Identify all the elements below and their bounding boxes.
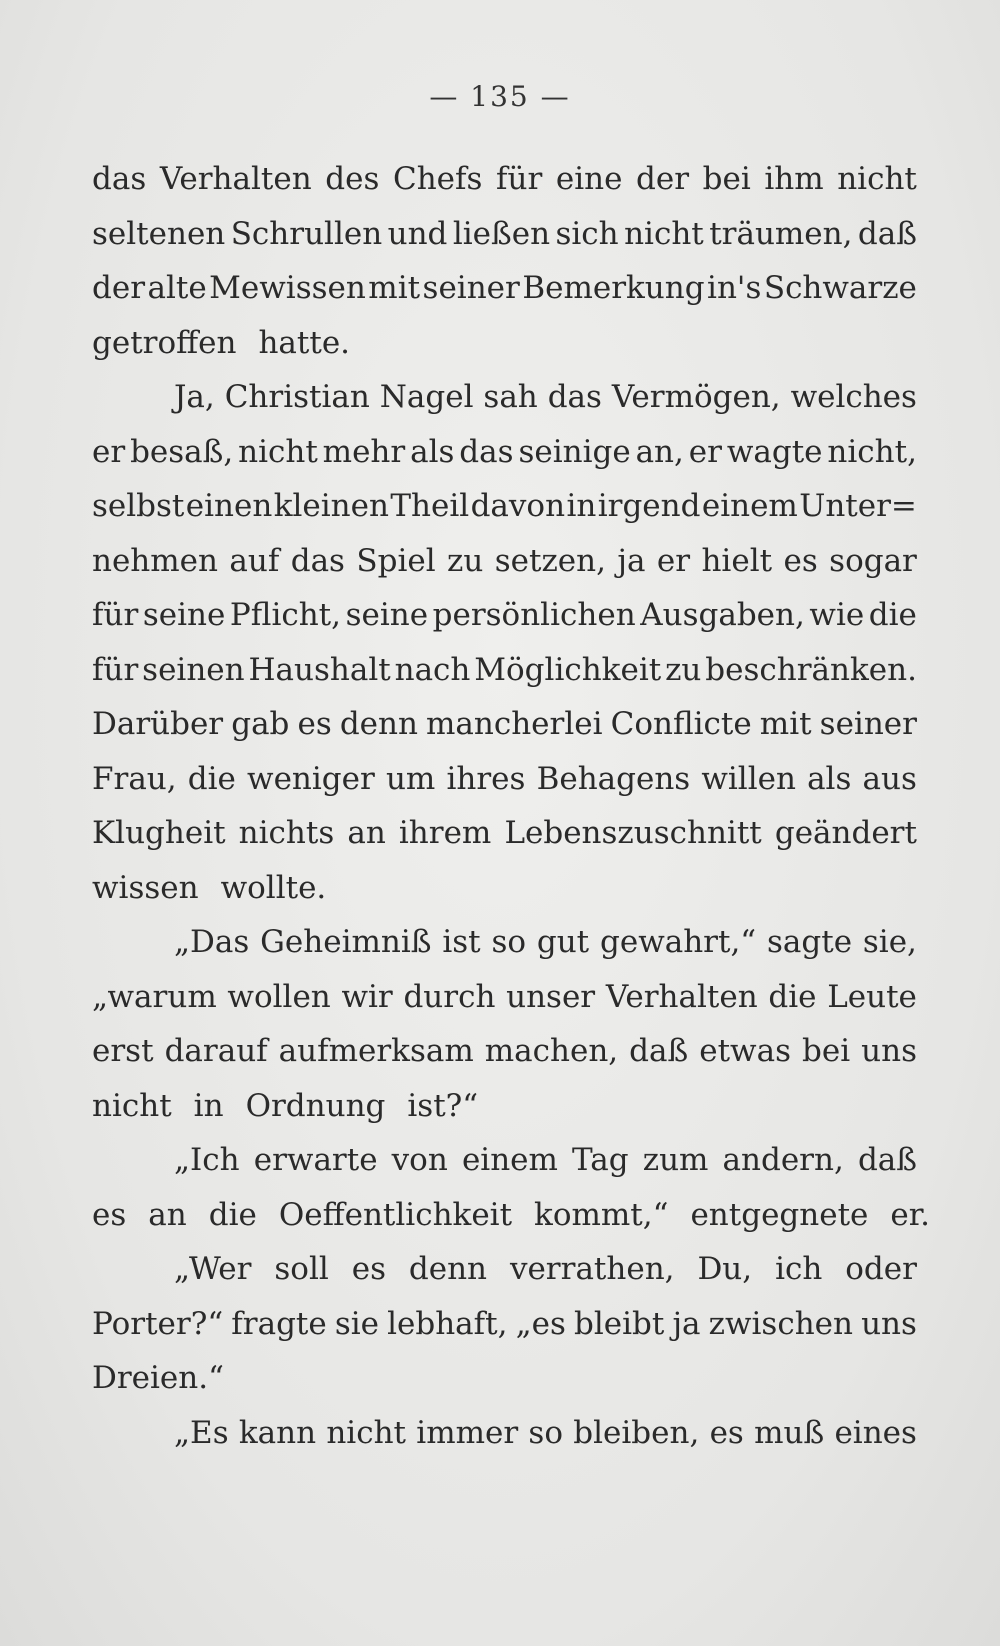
word: eines — [834, 1414, 917, 1451]
text-line — [92, 806, 917, 861]
word: Ordnung — [245, 1087, 386, 1124]
word: ließen — [452, 215, 551, 252]
text-line — [92, 1297, 917, 1352]
word: die — [187, 760, 236, 797]
body-text — [92, 152, 930, 1460]
word: nicht — [326, 1414, 407, 1451]
word: geändert — [774, 815, 917, 851]
word: seiner — [422, 270, 520, 306]
word: darauf — [164, 1033, 268, 1069]
word: Oeffentlichkeit — [278, 1196, 513, 1233]
word: muß — [754, 1414, 825, 1451]
word: Conflicte — [610, 706, 752, 742]
word: seltenen — [92, 215, 226, 252]
word: in — [193, 1087, 224, 1124]
word: „Es — [174, 1414, 229, 1451]
word: „warum — [92, 978, 217, 1015]
word: träumen, — [709, 215, 853, 252]
word: Möglichkeit — [474, 651, 662, 688]
word: als — [807, 760, 852, 797]
word: unser — [506, 978, 596, 1015]
word: seine — [142, 597, 226, 633]
word: uns — [861, 1033, 917, 1069]
word: sie — [334, 1305, 379, 1342]
word: das — [290, 542, 345, 579]
word: seiner — [819, 706, 917, 742]
word: es — [783, 542, 818, 579]
word: gewahrt,“ — [600, 924, 757, 960]
word: zu — [665, 651, 702, 688]
word: Spiel — [356, 542, 436, 579]
word: Schrullen — [230, 215, 383, 252]
word: erst — [92, 1033, 154, 1069]
word: an, — [635, 433, 684, 470]
word: ja — [617, 542, 646, 579]
word: sie, — [862, 924, 917, 960]
word: nicht — [92, 1087, 172, 1124]
word: es — [297, 706, 332, 742]
text-line — [92, 152, 917, 207]
word: sagte — [767, 924, 853, 960]
word: davon — [470, 488, 566, 524]
word: das — [459, 433, 514, 470]
word: so — [491, 924, 527, 960]
text-line — [92, 425, 917, 480]
word: erwarte — [253, 1142, 378, 1178]
text-line — [92, 1133, 917, 1188]
word: aufmerksam — [278, 1033, 474, 1069]
word: immer — [416, 1414, 519, 1451]
word: eine — [555, 161, 623, 197]
word: Leute — [827, 978, 917, 1015]
word: durch — [403, 978, 496, 1015]
word: „Das — [174, 924, 250, 960]
word: der — [636, 161, 690, 197]
word: einem — [701, 488, 798, 524]
word: Lebenszuschnitt — [504, 815, 762, 851]
word: mancherlei — [426, 706, 603, 742]
text-line — [92, 261, 917, 316]
word: daß — [857, 215, 917, 252]
word: Unter= — [799, 488, 917, 524]
text-line — [92, 370, 917, 425]
word: fragte — [231, 1305, 327, 1342]
word: einen — [185, 488, 273, 524]
text-line — [92, 207, 917, 262]
word: hielt — [701, 542, 773, 579]
text-line — [92, 752, 917, 807]
word: nichts — [238, 815, 335, 851]
word: zu — [447, 542, 484, 579]
word: die — [768, 978, 817, 1015]
word: machen, — [484, 1033, 619, 1069]
word: alte — [147, 270, 207, 306]
word: seine — [345, 597, 429, 633]
word: er — [92, 433, 126, 470]
word: nicht — [238, 433, 318, 470]
word: welches — [790, 379, 917, 415]
word: Darüber — [92, 706, 224, 742]
word: Dreien.“ — [92, 1360, 224, 1396]
word: ihm — [764, 161, 824, 197]
text-line — [92, 1242, 917, 1297]
word: bei — [802, 1033, 851, 1069]
word: nehmen — [92, 542, 218, 579]
word: Mewissen — [209, 270, 366, 306]
word: „es — [515, 1305, 566, 1342]
word: verrathen, — [509, 1251, 675, 1287]
word: Theil — [390, 488, 470, 524]
word: Ausgaben, — [640, 597, 805, 633]
text-line — [92, 643, 917, 698]
word: weniger — [247, 760, 375, 797]
word: ihrem — [398, 815, 492, 851]
word: persönlichen — [432, 597, 636, 633]
word: Verhalten — [159, 161, 312, 197]
word: soll — [274, 1251, 329, 1287]
word: hatte. — [258, 324, 351, 361]
word: er — [688, 433, 722, 470]
word: seinen — [142, 651, 245, 688]
word: in — [566, 488, 597, 524]
word: als — [410, 433, 455, 470]
word: Chefs — [392, 161, 483, 197]
text-line — [92, 316, 917, 371]
word: bleiben, — [573, 1414, 700, 1451]
word: Geheimniß — [260, 924, 432, 960]
word: und — [387, 215, 448, 252]
text-line — [92, 534, 917, 589]
word: selbst — [92, 488, 185, 524]
word: Haushalt — [248, 651, 391, 688]
word: Vermögen, — [611, 379, 781, 415]
word: Bemerkung — [522, 270, 705, 306]
word: uns — [861, 1305, 917, 1342]
word: zwischen — [708, 1305, 853, 1342]
word: das — [547, 379, 602, 415]
word: daß — [629, 1033, 689, 1069]
text-line — [92, 1351, 917, 1406]
text-line — [92, 697, 917, 752]
word: an — [347, 815, 386, 851]
word: die — [208, 1196, 257, 1233]
word: mit — [759, 706, 812, 742]
page-number: — 135 — — [429, 80, 571, 113]
word: in's — [707, 270, 762, 306]
word: wie — [809, 597, 865, 633]
word: seinige — [518, 433, 631, 470]
word: für — [496, 161, 543, 197]
word: einem — [461, 1142, 558, 1178]
word: es — [351, 1251, 386, 1287]
word: irgend — [597, 488, 701, 524]
text-line — [92, 588, 917, 643]
text-line — [92, 1024, 917, 1079]
word: sah — [483, 379, 538, 415]
word: wir — [341, 978, 393, 1015]
word: Ja, — [174, 379, 215, 415]
word: ist?“ — [407, 1087, 479, 1124]
word: für — [92, 651, 139, 688]
word: nicht — [624, 215, 704, 252]
word: „Wer — [174, 1251, 252, 1287]
word: aus — [862, 760, 917, 797]
word: bleibt — [574, 1305, 665, 1342]
word: an — [148, 1196, 187, 1233]
word: so — [528, 1414, 563, 1451]
word: lebhaft, — [387, 1305, 508, 1342]
word: des — [325, 161, 380, 197]
word: mit — [368, 270, 421, 306]
word: nicht — [837, 161, 917, 197]
text-line — [92, 970, 917, 1025]
word: kleinen — [273, 488, 389, 524]
word: kommt,“ — [534, 1196, 669, 1233]
word: Porter?“ — [92, 1305, 224, 1342]
word: auf — [229, 542, 280, 579]
word: zum — [642, 1142, 709, 1178]
word: Frau, — [92, 760, 177, 797]
word: andern, — [722, 1142, 844, 1178]
word: für — [92, 597, 139, 633]
text-line — [92, 861, 917, 916]
word: es — [709, 1414, 744, 1451]
word: ich — [775, 1251, 823, 1287]
word: ihres — [446, 760, 526, 797]
word: Tag — [572, 1142, 629, 1178]
word: „Ich — [174, 1142, 240, 1178]
word: daß — [857, 1142, 917, 1178]
word: Du, — [697, 1251, 753, 1287]
word: Schwarze — [763, 270, 917, 306]
word: Klugheit — [92, 815, 226, 851]
word: Behagens — [536, 760, 691, 797]
word: Pflicht, — [229, 597, 341, 633]
word: wagte — [726, 433, 823, 470]
word: es — [92, 1196, 127, 1233]
word: denn — [408, 1251, 488, 1287]
word: er — [656, 542, 691, 579]
word: wissen — [92, 869, 199, 906]
text-line — [92, 915, 917, 970]
word: oder — [845, 1251, 917, 1287]
word: von — [391, 1142, 448, 1178]
word: nach — [394, 651, 471, 688]
word: getroffen — [92, 324, 237, 361]
word: willen — [701, 760, 796, 797]
word: um — [385, 760, 436, 797]
word: nicht, — [827, 433, 917, 470]
text-line — [92, 1188, 930, 1243]
word: besaß, — [130, 433, 234, 470]
word: der — [92, 270, 146, 306]
word: wollen — [227, 978, 331, 1015]
word: gab — [231, 706, 290, 742]
word: denn — [339, 706, 418, 742]
word: er. — [890, 1196, 930, 1233]
word: Verhalten — [605, 978, 758, 1015]
word: ist — [442, 924, 481, 960]
word: bei — [702, 161, 751, 197]
word: beschränken. — [705, 651, 917, 688]
word: sich — [555, 215, 619, 252]
text-line — [92, 1406, 917, 1461]
word: mehr — [322, 433, 406, 470]
text-line — [92, 1079, 917, 1134]
word: entgegnete — [690, 1196, 869, 1233]
text-line — [92, 479, 917, 534]
word: sogar — [829, 542, 917, 579]
word: die — [868, 597, 917, 633]
word: gut — [536, 924, 590, 960]
word: das — [92, 161, 147, 197]
word: setzen, — [494, 542, 606, 579]
word: wollte. — [220, 869, 327, 906]
word: etwas — [699, 1033, 791, 1069]
word: Christian — [224, 379, 370, 415]
word: Nagel — [379, 379, 474, 415]
word: ja — [672, 1305, 701, 1342]
word: kann — [238, 1414, 317, 1451]
